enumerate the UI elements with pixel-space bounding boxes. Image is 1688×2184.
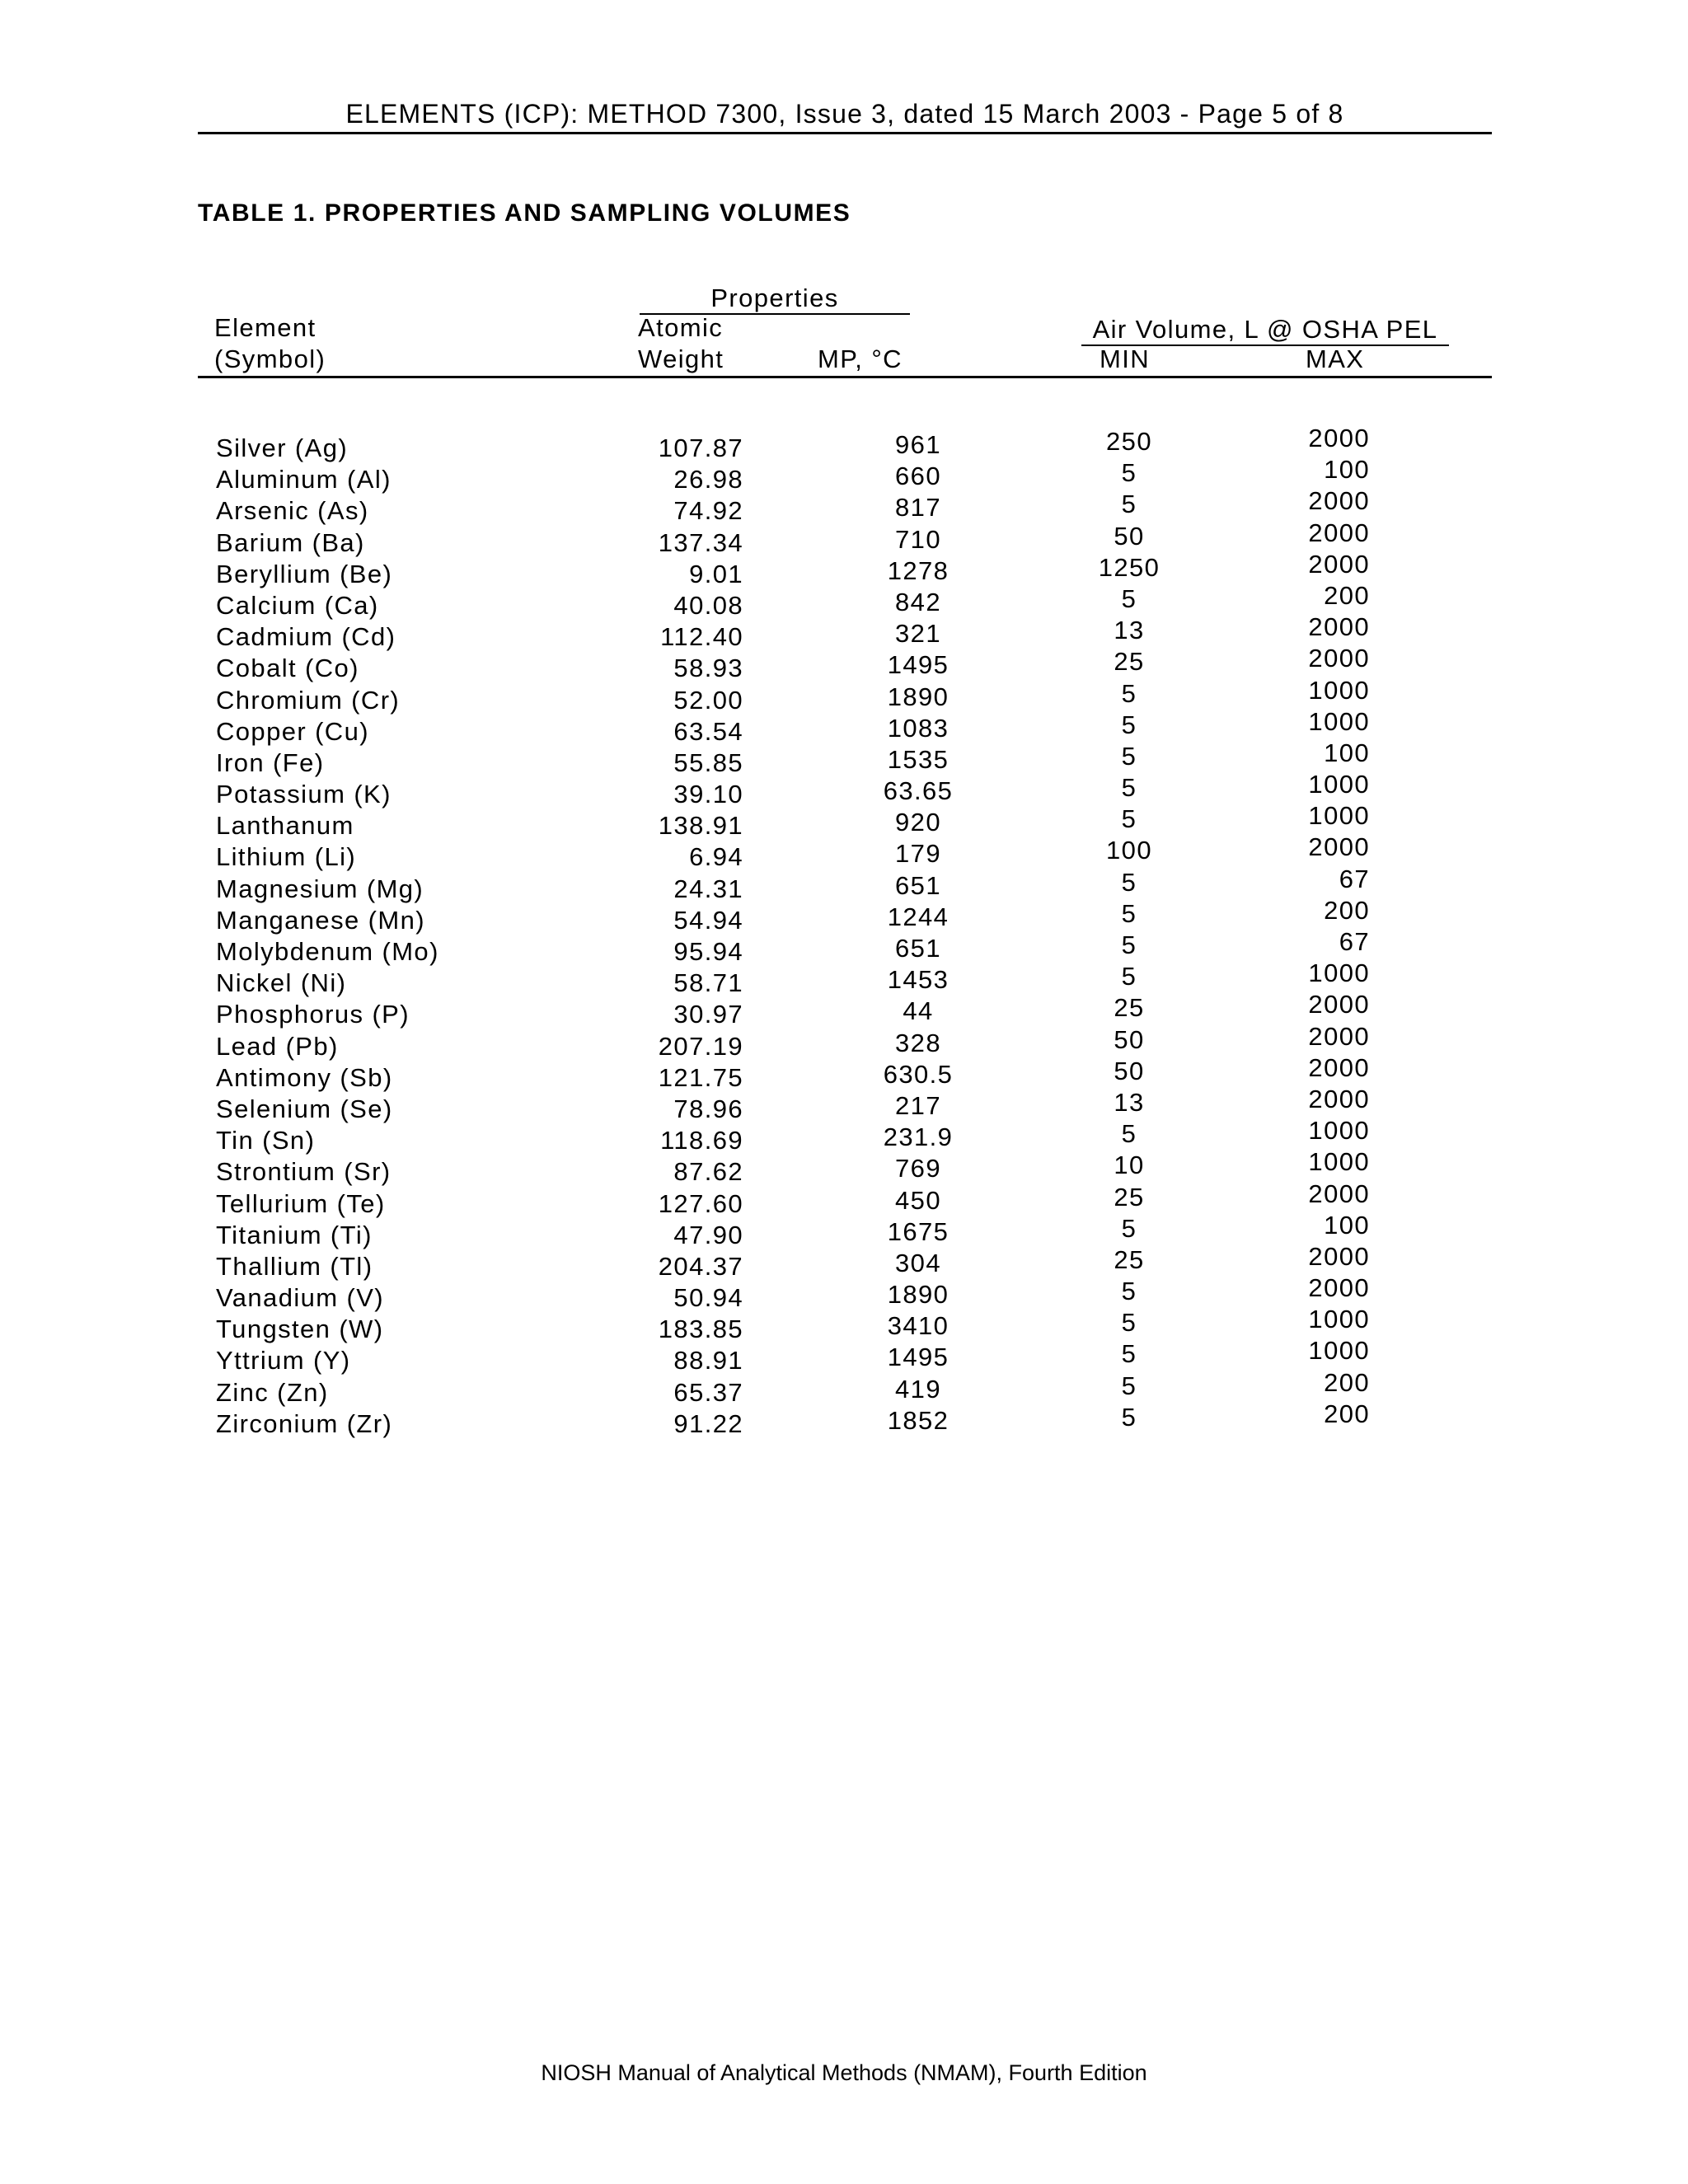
table-row [0,738,1688,777]
melting-point-cell: 710 [895,524,941,554]
element-name-cell: Potassium (K) [216,780,392,809]
max-volume-cell: 200 [1324,1367,1370,1397]
max-volume-cell: 2000 [1308,424,1370,452]
melting-point-cell: 1675 [887,1216,950,1246]
table-row [0,706,1688,746]
melting-point-cell: 1852 [887,1405,950,1435]
atomic-weight-cell: 112.40 [660,622,743,652]
atomic-weight-cell: 91.22 [673,1408,743,1438]
melting-point-cell: 660 [895,462,941,491]
min-volume-cell: 5 [1121,930,1137,959]
atomic-weight-cell: 47.90 [673,1220,743,1249]
table-row [0,864,1688,903]
melting-point-cell: 1495 [887,1343,950,1372]
min-volume-cell: 25 [1114,1244,1145,1274]
melting-point-cell: 920 [895,808,941,837]
atomic-weight-cell: 63.54 [673,716,743,746]
table-row [0,1273,1688,1313]
max-volume-cell: 100 [1324,738,1370,767]
element-name-cell: Antimony (Sb) [216,1062,393,1092]
melting-point-cell: 321 [895,619,941,649]
element-header-line2: (Symbol) [214,344,326,373]
atomic-weight-cell: 183.85 [658,1315,743,1344]
element-name-cell: Nickel (Ni) [216,968,347,998]
element-name-cell: Magnesium (Mg) [216,874,424,903]
atomic-weight-cell: 50.94 [673,1283,743,1313]
max-volume-cell: 2000 [1308,518,1370,547]
atomic-weight-header-line2: Weight [638,344,724,373]
table-row [0,801,1688,841]
element-name-cell: Zinc (Zn) [216,1377,329,1407]
element-name-cell: Zirconium (Zr) [216,1408,393,1438]
melting-point-cell: 1453 [887,965,950,995]
table-row [0,1367,1688,1407]
page-footer: NIOSH Manual of Analytical Methods (NMAM), Fourth Edition [541,2060,1147,2085]
melting-point-cell: 1495 [887,650,950,680]
melting-point-cell: 304 [895,1248,941,1277]
melting-point-cell: 1535 [887,744,950,774]
max-volume-cell: 2000 [1308,1052,1370,1082]
atomic-weight-cell: 55.85 [673,748,743,777]
min-volume-cell: 5 [1121,1213,1137,1243]
max-volume-cell: 1000 [1308,706,1370,736]
atomic-weight-cell: 52.00 [673,685,743,715]
max-volume-cell: 1000 [1308,1116,1370,1146]
max-volume-cell: 1000 [1308,958,1370,988]
min-volume-cell: 50 [1114,521,1145,551]
melting-point-cell: 817 [895,493,941,523]
max-volume-cell: 100 [1324,1210,1370,1240]
melting-point-cell: 1244 [887,902,950,931]
melting-point-cell: 217 [895,1090,941,1120]
table-row [0,675,1688,715]
min-volume-cell: 5 [1121,867,1137,897]
max-volume-cell: 1000 [1308,675,1370,705]
max-volume-cell: 2000 [1308,1273,1370,1303]
melting-point-cell: 328 [895,1028,941,1057]
element-name-cell: Selenium (Se) [216,1094,393,1123]
melting-point-cell: 450 [895,1185,941,1215]
atomic-weight-cell: 9.01 [689,559,743,588]
properties-table-body [0,424,1688,1438]
max-volume-cell: 1000 [1308,801,1370,831]
table-row [0,518,1688,557]
properties-group-header: Properties [640,284,910,315]
max-volume-cell: 67 [1339,864,1370,893]
table-row [0,644,1688,683]
table-row [0,1147,1688,1187]
melting-point-cell: 630.5 [883,1059,954,1089]
atomic-weight-cell: 65.37 [673,1377,743,1407]
table-row [0,1210,1688,1249]
min-volume-cell: 250 [1106,427,1152,456]
atomic-weight-cell: 39.10 [673,780,743,809]
melting-point-cell: 1890 [887,682,950,711]
element-name-cell: Strontium (Sr) [216,1157,392,1187]
min-volume-cell: 100 [1106,836,1152,865]
element-header-line1: Element [214,313,316,342]
table-row [0,455,1688,494]
min-volume-cell: 5 [1121,458,1137,488]
atomic-weight-cell: 74.92 [673,496,743,526]
max-volume-cell: 100 [1324,455,1370,485]
element-name-cell: Beryllium (Be) [216,559,393,588]
max-volume-cell: 2000 [1308,832,1370,862]
page-header: ELEMENTS (ICP): METHOD 7300, Issue 3, dated 15 March 2003 - Page 5 of 8 [198,97,1492,134]
table-row [0,549,1688,588]
max-volume-cell: 2000 [1308,549,1370,579]
element-name-cell: Aluminum (Al) [216,465,392,494]
element-name-cell: Lanthanum [216,811,354,841]
table-row [0,424,1688,462]
atomic-weight-cell: 40.08 [673,590,743,620]
melting-point-cell: 1278 [887,555,950,585]
element-name-cell: Manganese (Mn) [216,905,425,935]
element-name-cell: Lithium (Li) [216,842,357,872]
table-row [0,1399,1688,1438]
table-row [0,580,1688,620]
atomic-weight-cell: 121.75 [658,1062,743,1092]
melting-point-cell: 3410 [887,1311,950,1341]
atomic-weight-cell: 58.71 [673,968,743,998]
min-volume-cell: 50 [1114,1056,1145,1085]
element-name-cell: Vanadium (V) [216,1283,385,1313]
atomic-weight-cell: 127.60 [658,1188,743,1218]
atomic-weight-cell: 87.62 [673,1157,743,1187]
atomic-weight-cell: 24.31 [673,874,743,903]
table-row [0,1052,1688,1092]
table-row [0,1336,1688,1376]
table-row [0,770,1688,809]
element-name-cell: Barium (Ba) [216,527,365,557]
atomic-weight-cell: 138.91 [658,811,743,841]
atomic-weight-cell: 88.91 [673,1346,743,1376]
table-row [0,486,1688,526]
element-name-cell: Chromium (Cr) [216,685,401,715]
melting-point-cell: 179 [895,839,941,869]
atomic-weight-cell: 26.98 [673,465,743,494]
atomic-weight-cell: 54.94 [673,905,743,935]
atomic-weight-cell: 137.34 [658,527,743,557]
table-title: TABLE 1. PROPERTIES AND SAMPLING VOLUMES [198,199,851,227]
table-row [0,1241,1688,1281]
melting-point-cell: 1083 [887,713,950,743]
element-name-cell: Tin (Sn) [216,1126,316,1155]
min-volume-cell: 5 [1121,962,1137,991]
melting-point-cell: 44 [903,996,934,1026]
atomic-weight-cell: 95.94 [673,937,743,966]
min-volume-cell: 50 [1114,1024,1145,1054]
melting-point-cell: 961 [895,430,941,459]
max-volume-cell: 1000 [1308,770,1370,799]
min-volume-cell: 5 [1121,1402,1137,1432]
min-volume-cell: 13 [1114,616,1145,645]
min-volume-cell: 25 [1114,993,1145,1023]
header-rule [198,376,1492,378]
atomic-weight-cell: 118.69 [660,1126,743,1155]
min-volume-cell: 5 [1121,1277,1137,1306]
element-name-cell: Cobalt (Co) [216,654,359,683]
melting-point-cell: 231.9 [883,1122,954,1152]
max-volume-cell: 67 [1339,927,1370,956]
element-name-cell: Tellurium (Te) [216,1188,386,1218]
min-volume-cell: 1250 [1098,552,1160,582]
max-volume-cell: 2000 [1308,486,1370,516]
melting-point-cell: 651 [895,934,941,963]
table-row [0,1021,1688,1061]
max-volume-cell: 2000 [1308,612,1370,642]
atomic-weight-cell: 6.94 [689,842,743,872]
max-volume-cell: 2000 [1308,1241,1370,1271]
max-volume-cell: 2000 [1308,1179,1370,1208]
melting-point-header: MP, °C [818,344,903,373]
melting-point-cell: 842 [895,587,941,616]
atomic-weight-header-line1: Atomic [638,313,724,342]
max-volume-cell: 1000 [1308,1147,1370,1177]
max-volume-cell: 1000 [1308,1336,1370,1366]
min-volume-cell: 10 [1114,1151,1145,1180]
atomic-weight-cell: 58.93 [673,654,743,683]
min-volume-cell: 5 [1121,710,1137,739]
air-volume-group-header: Air Volume, L @ OSHA PEL [1081,315,1449,346]
max-volume-header: MAX [1306,344,1365,373]
element-name-cell: Arsenic (As) [216,496,369,526]
table-row [0,958,1688,998]
min-volume-cell: 5 [1121,1308,1137,1338]
element-name-cell: Cadmium (Cd) [216,622,396,652]
min-volume-cell: 25 [1114,647,1145,677]
min-volume-cell: 5 [1121,678,1137,708]
table-row [0,1084,1688,1123]
element-name-cell: Tungsten (W) [216,1315,384,1344]
melting-point-cell: 63.65 [883,776,954,806]
element-name-cell: Yttrium (Y) [216,1346,351,1376]
atomic-weight-cell: 207.19 [658,1031,743,1061]
table-row [0,927,1688,966]
min-volume-cell: 5 [1121,490,1137,519]
melting-point-cell: 1890 [887,1280,950,1310]
element-name-cell: Thallium (Tl) [216,1251,373,1281]
max-volume-cell: 200 [1324,1399,1370,1428]
element-name-cell: Calcium (Ca) [216,590,379,620]
table-row [0,1305,1688,1344]
max-volume-cell: 1000 [1308,1305,1370,1334]
min-volume-cell: 5 [1121,773,1137,803]
min-volume-cell: 5 [1121,741,1137,771]
table-row [0,895,1688,935]
max-volume-cell: 200 [1324,580,1370,610]
atomic-weight-cell: 204.37 [658,1251,743,1281]
max-volume-cell: 2000 [1308,1084,1370,1113]
atomic-weight-cell: 78.96 [673,1094,743,1123]
table-row [0,990,1688,1029]
atomic-weight-cell: 107.87 [658,434,743,462]
max-volume-cell: 2000 [1308,1021,1370,1051]
table-row [0,1179,1688,1218]
element-name-cell: Silver (Ag) [216,434,349,462]
min-volume-cell: 5 [1121,1119,1137,1149]
element-name-cell: Phosphorus (P) [216,1000,410,1029]
melting-point-cell: 419 [895,1374,941,1404]
element-name-cell: Copper (Cu) [216,716,369,746]
table-row [0,832,1688,872]
min-volume-cell: 5 [1121,1371,1137,1400]
element-name-cell: Lead (Pb) [216,1031,339,1061]
min-volume-cell: 5 [1121,804,1137,834]
element-name-cell: Titanium (Ti) [216,1220,373,1249]
melting-point-cell: 651 [895,870,941,900]
min-volume-cell: 5 [1121,898,1137,928]
min-volume-header: MIN [1100,344,1151,373]
melting-point-cell: 769 [895,1154,941,1183]
min-volume-cell: 25 [1114,1182,1145,1212]
atomic-weight-cell: 30.97 [673,1000,743,1029]
min-volume-cell: 5 [1121,583,1137,613]
table-row [0,612,1688,652]
max-volume-cell: 200 [1324,895,1370,925]
table-row [0,1116,1688,1155]
max-volume-cell: 2000 [1308,990,1370,1019]
element-name-cell: Molybdenum (Mo) [216,937,439,966]
element-name-cell: Iron (Fe) [216,748,325,777]
min-volume-cell: 13 [1114,1087,1145,1117]
max-volume-cell: 2000 [1308,644,1370,673]
min-volume-cell: 5 [1121,1339,1137,1369]
